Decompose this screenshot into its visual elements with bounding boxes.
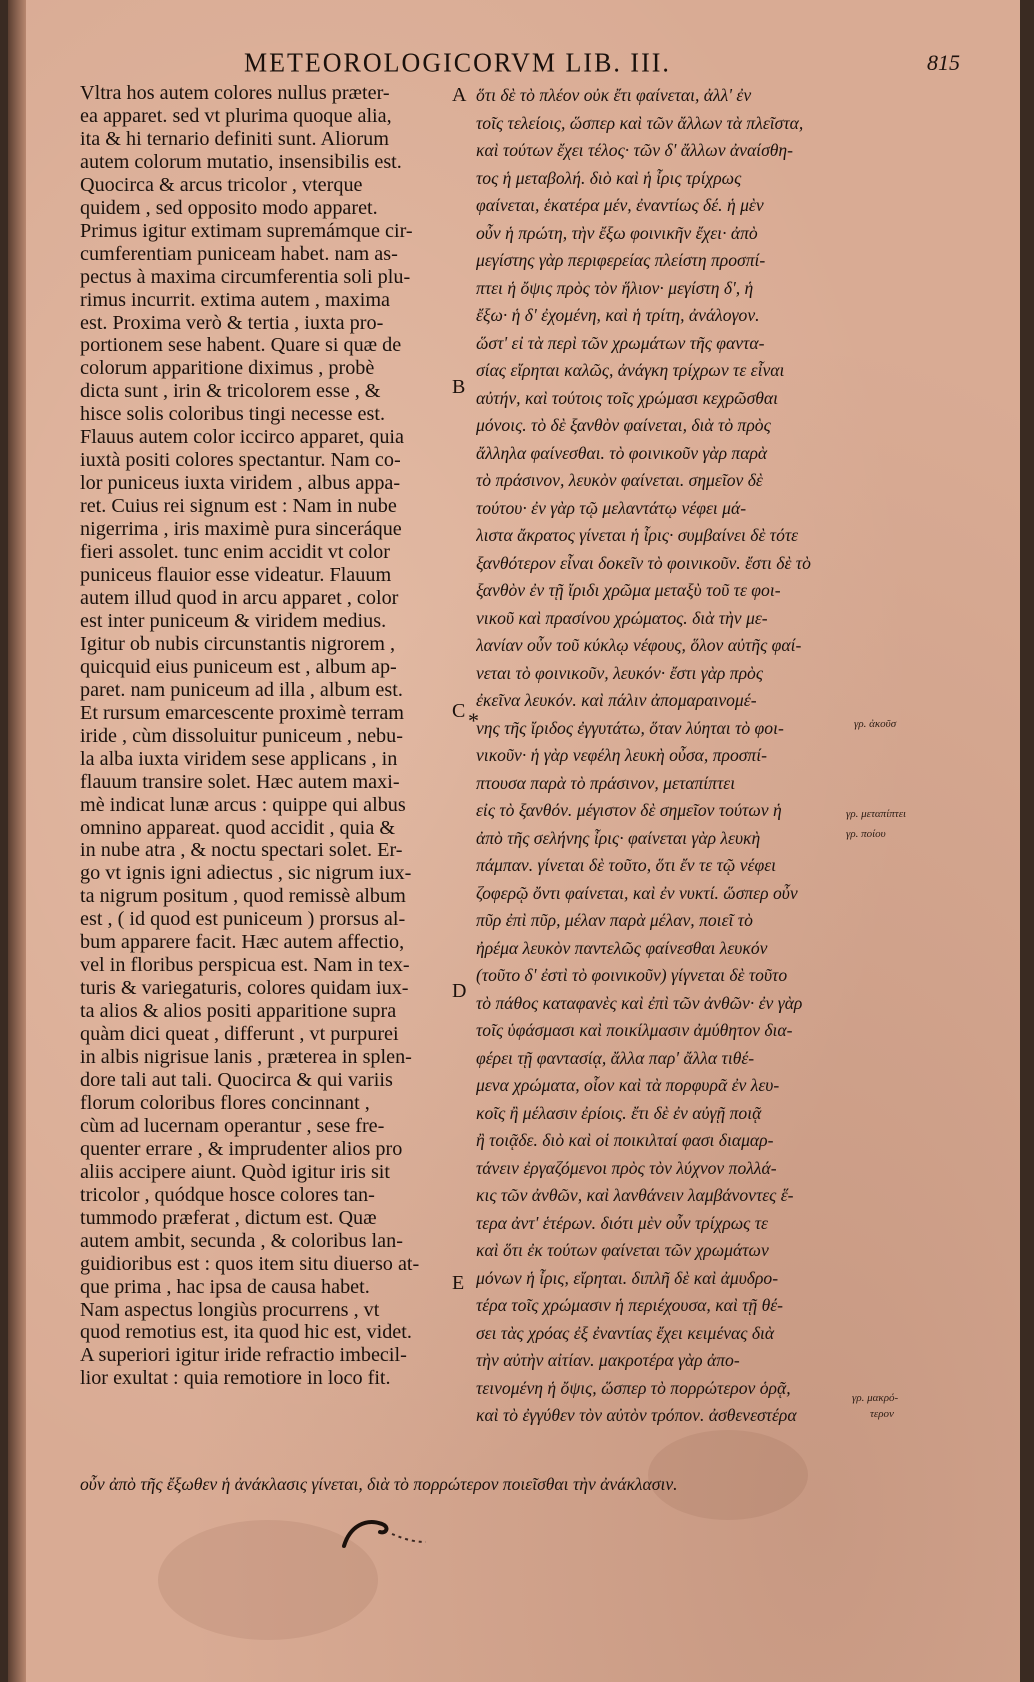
latin-text-line: la alba iuxta viridem sese applicans , in xyxy=(80,747,398,770)
greek-text-line: νεται τὸ φοινικοῦν, λευκόν· ἔστι γὰρ πρὸς xyxy=(476,662,763,683)
section-marker-a: A xyxy=(452,84,467,106)
greek-text-line: τεινομένη ἡ ὄψις, ὥσπερ τὸ πορρώτερον ὁρᾷ, xyxy=(476,1377,791,1398)
latin-text-line: tricolor , quódque hosce colores tan- xyxy=(80,1183,375,1206)
greek-text-line: ξανθότερον εἶναι δοκεῖν τὸ φοινικοῦν. ἔστι δὲ τὸ xyxy=(476,552,811,573)
latin-text-line: Et rursum emarcescente proximè terram xyxy=(80,701,404,724)
margin-note: τερον xyxy=(870,1408,894,1420)
latin-text-line: rimus incurrit. extima autem , maxima xyxy=(80,288,391,311)
greek-text-line: ἐκεῖνα λευκόν. καὶ πάλιν ἀπομαραινομέ- xyxy=(476,690,757,710)
latin-column xyxy=(80,82,448,1390)
greek-text-line: τάνειν ἐργαζόμενοι πρὸς τὸν λύχνον πολλά- xyxy=(476,1157,777,1178)
greek-text-line: φέρει τῇ φαντασίᾳ, ἄλλα παρ' ἄλλα τιθέ- xyxy=(476,1047,755,1068)
latin-text-line: quenter errare , & imprudenter alios pro xyxy=(80,1137,403,1160)
greek-text-line: οὖν ἡ πρώτη, τὴν ἔξω φοινικῆν ἔχει· ἀπὸ xyxy=(476,222,758,243)
latin-text-line: est. Proxima verò & tertia , iuxta pro- xyxy=(80,311,384,334)
book-page xyxy=(8,0,1020,1682)
greek-text-line: ἔξω· ἡ δ' ἐχομένη, καὶ ἡ τρίτη, ἀνάλογον. xyxy=(476,305,760,325)
asterisk-mark: * xyxy=(468,708,479,733)
section-marker-d: D xyxy=(452,980,467,1002)
latin-text-line: cùm ad lucernam operantur , sese fre- xyxy=(80,1114,385,1137)
latin-text-line: in nube atra , & noctu spectari solet. Er- xyxy=(80,839,403,862)
greek-text-line: τέρα τοῖς χρώμασιν ἡ περιέχουσα, καὶ τῇ θέ- xyxy=(476,1295,784,1315)
latin-text-line: quod remotius est, ita quod hic est, videt. xyxy=(80,1321,412,1344)
latin-text-line: est inter puniceum & viridem medius. xyxy=(80,609,387,632)
greek-text-line: πῦρ ἐπὶ πῦρ, μέλαν παρὰ μέλαν, ποιεῖ τὸ xyxy=(476,910,753,930)
latin-text-line: hisce solis coloribus tingi necesse est. xyxy=(80,403,386,426)
section-marker-c: C xyxy=(452,700,466,722)
greek-text-line: κοῖς ἢ μέλασιν ἐρίοις. ἔτι δὲ ἐν αὐγῇ ποιᾷ xyxy=(476,1102,762,1123)
margin-note: γρ. μεταπίπτει xyxy=(846,808,907,820)
latin-text-line: in albis nigrisue lanis , præterea in splen- xyxy=(80,1046,412,1069)
latin-text-line: quicquid eius puniceum est , album ap- xyxy=(80,655,397,678)
page-gutter xyxy=(8,0,26,1682)
latin-text-line: autem colorum mutatio, insensibilis est. xyxy=(80,150,402,173)
latin-text-line: aliis accipere aiunt. Quòd igitur iris sit xyxy=(80,1160,391,1183)
running-head xyxy=(244,48,960,82)
latin-text-line: lior exultat : quia remotiore in loco fit. xyxy=(80,1367,391,1390)
page-title: METEOROLOGICORVM LIB. III. xyxy=(244,47,671,78)
greek-text-line: μενα χρώματα, οἷον καὶ τὰ πορφυρᾶ ἐν λευ- xyxy=(476,1075,780,1095)
margin-note: γρ. ποίου xyxy=(846,828,886,840)
greek-text-line: τος ἡ μεταβολή. διὸ καὶ ἡ ἶρις τρίχρως xyxy=(476,167,742,188)
greek-text-line: τερα ἀντ' ἑτέρων. διότι μὲν οὖν τρίχρως τε xyxy=(476,1212,768,1233)
greek-text-line: πάμπαν. γίνεται δὲ τοῦτο, ὅτι ἔν τε τῷ νέφει xyxy=(476,855,777,875)
latin-text-line: paret. nam puniceum ad illa , album est. xyxy=(80,678,403,701)
greek-text-line: ἠρέμα λευκὸν παντελῶς φαίνεσθαι λευκόν xyxy=(476,937,768,958)
greek-text-line: ἢ τοιᾷδε. διὸ καὶ οἱ ποικιλταί φασι διαμαρ- xyxy=(476,1130,774,1150)
latin-text-line: bum apparere facit. Hæc autem affectio, xyxy=(80,931,405,954)
page-number: 815 xyxy=(927,50,960,75)
latin-text-line: Nam aspectus longiùs procurrens , vt xyxy=(80,1298,380,1321)
margin-note: γρ. ἀκοῦσ xyxy=(854,718,897,730)
latin-text-line: guidioribus est : quos item situ diuerso at- xyxy=(80,1252,420,1275)
greek-text-line: πτουσα παρὰ τὸ πράσινον, μεταπίπτει xyxy=(476,772,736,793)
greek-text-line: κις τῶν ἀνθῶν, καὶ λανθάνειν λαμβάνοντες ἕ- xyxy=(476,1185,794,1205)
greek-text-line: αὐτήν, καὶ τούτοις τοῖς χρώμασι κεχρῶσθαι xyxy=(476,387,779,408)
greek-text-line: φαίνεται, ἑκατέρα μέν, ἐναντίως δέ. ἡ μὲν xyxy=(476,195,764,215)
latin-text-line: florum coloribus flores concinnant , xyxy=(80,1091,370,1114)
margin-note: γρ. μακρό- xyxy=(852,1392,899,1404)
greek-text-line: σει τὰς χρόας ἐξ ἐναντίας ἔχει κειμένας διὰ xyxy=(476,1322,775,1343)
latin-text-line: Igitur ob nubis circunstantis nigrorem , xyxy=(80,632,396,655)
latin-text-line: Primus igitur extimam supremámque cir- xyxy=(80,219,413,242)
latin-text-line: ta alios & alios positi apparitione supra xyxy=(80,1000,397,1023)
latin-text-line: ret. Cuius rei signum est : Nam in nube xyxy=(80,495,397,518)
latin-text-line: puniceus flauior esse videatur. Flauum xyxy=(80,564,392,587)
greek-text-line: τὸ πάθος καταφανὲς καὶ ἐπὶ τῶν ἀνθῶν· ἐν γὰρ xyxy=(476,992,803,1013)
greek-text-line: μόνοις. τὸ δὲ ξανθὸν φαίνεται, διὰ τὸ πρὸς xyxy=(476,415,771,435)
latin-text-line: pectus à maxima circumferentia soli plu- xyxy=(80,265,411,288)
greek-text-line: τοῖς τελείοις, ὥσπερ καὶ τῶν ἄλλων τὰ πλεῖστα, xyxy=(476,112,804,133)
greek-text-line: τὸ πράσινον, λευκὸν φαίνεται. σημεῖον δὲ xyxy=(476,470,763,490)
greek-text-line: ζοφερῷ ὄντι φαίνεται, καὶ ἐν νυκτί. ὥσπερ οὖν xyxy=(476,882,798,903)
greek-text-line: τοῖς ὑφάσμασι καὶ ποικίλμασιν ἀμύθητον δια- xyxy=(476,1020,793,1040)
greek-text-line: τούτου· ἐν γὰρ τῷ μελαντάτῳ νέφει μά- xyxy=(476,497,747,518)
greek-text-line: ἀπὸ τῆς σελήνης ἶρις· φαίνεται γὰρ λευκὴ xyxy=(476,827,761,848)
greek-text-line: καὶ ὅτι ἐκ τούτων φαίνεται τῶν χρωμάτων xyxy=(476,1240,769,1260)
latin-text-line: omnino appareat. quod accidit , quia & xyxy=(80,816,396,839)
latin-text-line: go vt ignis igni adiectus , sic nigrum iux- xyxy=(80,862,412,885)
latin-text-line: turis & variegaturis, colores quidam iux- xyxy=(80,977,409,1000)
greek-final-line: οὖν ἀπὸ τῆς ἔξωθεν ἡ ἀνάκλασις γίνεται, διὰ τὸ πορρώτερον ποιεῖσθαι τὴν ἀνάκλασιν. xyxy=(80,1474,678,1494)
greek-text-line: καὶ τὸ ἐγγύθεν τὸν αὐτὸν τρόπον. ἀσθενεστέρα xyxy=(476,1405,797,1425)
greek-text-line: λιστα ἄκρατος γίνεται ἡ ἶρις· συμβαίνει δὲ τότε xyxy=(476,525,799,545)
latin-text-line: portionem sese habent. Quare si quæ de xyxy=(80,334,402,357)
latin-text-line: iride , cùm dissoluitur puniceum , nebu- xyxy=(80,724,403,747)
latin-text-line: colorum apparitione diximus , probè xyxy=(80,357,375,380)
latin-text-line: ita & hi ternario definiti sunt. Aliorum xyxy=(80,127,389,150)
latin-text-line: A superiori igitur iride refractio imbecil- xyxy=(80,1344,407,1367)
latin-text-line: vel in floribus perspicua est. Nam in tex- xyxy=(80,954,410,977)
greek-text-line: ὅτι δὲ τὸ πλέον οὐκ ἔτι φαίνεται, ἀλλ' ἐν xyxy=(476,85,752,105)
greek-text-line: νικοῦ καὶ πρασίνου χρώματος. διὰ τὴν με- xyxy=(476,607,768,628)
latin-text-line: que prima , hac ipsa de causa habet. xyxy=(80,1275,370,1298)
greek-text-line: εἰς τὸ ξανθόν. μέγιστον δὲ σημεῖον τούτων ἡ xyxy=(476,800,782,820)
latin-text-line: flauum transire solet. Hæc autem maxi- xyxy=(80,770,400,793)
latin-text-line: autem illud quod in arcu apparet , color xyxy=(80,586,399,609)
latin-text-line: iuxtà positi colores spectantur. Nam co- xyxy=(80,449,401,472)
latin-text-line: quidem , sed opposito modo apparet. xyxy=(80,196,378,219)
greek-text-line: καὶ τούτων ἔχει τέλος· τῶν δ' ἄλλων ἀναίσθη- xyxy=(476,140,793,160)
greek-text-line: τὴν αὐτὴν αἰτίαν. μακροτέρα γὰρ ἀπο- xyxy=(476,1350,740,1370)
latin-text-line: Flauus autem color iccirco apparet, quia xyxy=(80,426,404,449)
greek-text-line: νικοῦν· ἡ γὰρ νεφέλη λευκὴ οὖσα, προσπί- xyxy=(476,745,767,765)
greek-text-line: ὥστ' εἰ τὰ περὶ τῶν χρωμάτων τῆς φαντα- xyxy=(476,332,765,353)
printer-flourish-ornament xyxy=(340,1512,460,1552)
greek-text-line: μεγίστης γὰρ περιφερείας πλείστη προσπί- xyxy=(476,250,766,270)
greek-text-line: νης τῆς ἴριδος ἐγγυτάτω, ὅταν λύηται τὸ φοι- xyxy=(476,717,784,738)
greek-text-line: ἄλληλα φαίνεσθαι. τὸ φοινικοῦν γὰρ παρὰ xyxy=(476,442,768,463)
greek-text-line: πτει ἡ ὄψις πρὸς τὸν ἥλιον· μεγίστη δ', ἡ xyxy=(476,277,754,298)
greek-column xyxy=(476,82,848,1430)
section-marker-e: E xyxy=(452,1272,465,1294)
latin-text-line: quàm dici queat , differunt , vt purpurei xyxy=(80,1023,399,1046)
section-marker-b: B xyxy=(452,376,466,398)
latin-text-line: Quocirca & arcus tricolor , vterque xyxy=(80,173,363,196)
latin-text-line: mè indicat lunæ arcus : quippe qui albus xyxy=(80,793,406,816)
latin-text-line: dicta sunt , irin & tricolorem esse , & xyxy=(80,380,381,403)
greek-text-line: ξανθὸν ἐν τῇ ἴριδι χρῶμα μεταξὺ τοῦ τε φοι- xyxy=(476,580,781,600)
greek-text-line: σίας εἴρηται καλῶς, ἀνάγκη τρίχρων τε εἶναι xyxy=(476,360,785,380)
latin-text-line: autem ambit, secunda , & coloribus lan- xyxy=(80,1229,403,1252)
latin-text-line: nigerrima , iris maximè pura sinceráque xyxy=(80,518,402,541)
greek-text-line: λανίαν οὖν τοῦ κύκλῳ νέφους, ὅλον αὐτῆς φαί- xyxy=(476,635,802,655)
latin-text-line: lor puniceus iuxta viridem , albus appa- xyxy=(80,472,401,495)
greek-text-line: (τοῦτο δ' ἐστὶ τὸ φοινικοῦν) γίγνεται δὲ τοῦτο xyxy=(476,965,788,985)
latin-text-line: fieri assolet. tunc enim accidit vt color xyxy=(80,541,390,564)
latin-text-line: tummodo præferat , dictum est. Quæ xyxy=(80,1206,377,1229)
latin-text-line: Vltra hos autem colores nullus præter- xyxy=(80,82,390,104)
latin-text-line: cumferentiam puniceam habet. nam as- xyxy=(80,242,398,265)
latin-text-line: ta nigrum positum , quod remissè album xyxy=(80,885,406,908)
latin-text-line: ea apparet. sed vt plurima quoque alia, xyxy=(80,104,392,127)
latin-text-line: dore tali aut tali. Quocirca & qui variis xyxy=(80,1068,393,1091)
latin-text-line: est , ( id quod est puniceum ) prorsus al- xyxy=(80,908,406,931)
greek-text-line: μόνων ἡ ἶρις, εἴρηται. διπλῆ δὲ καὶ ἀμυδρο- xyxy=(476,1267,779,1288)
